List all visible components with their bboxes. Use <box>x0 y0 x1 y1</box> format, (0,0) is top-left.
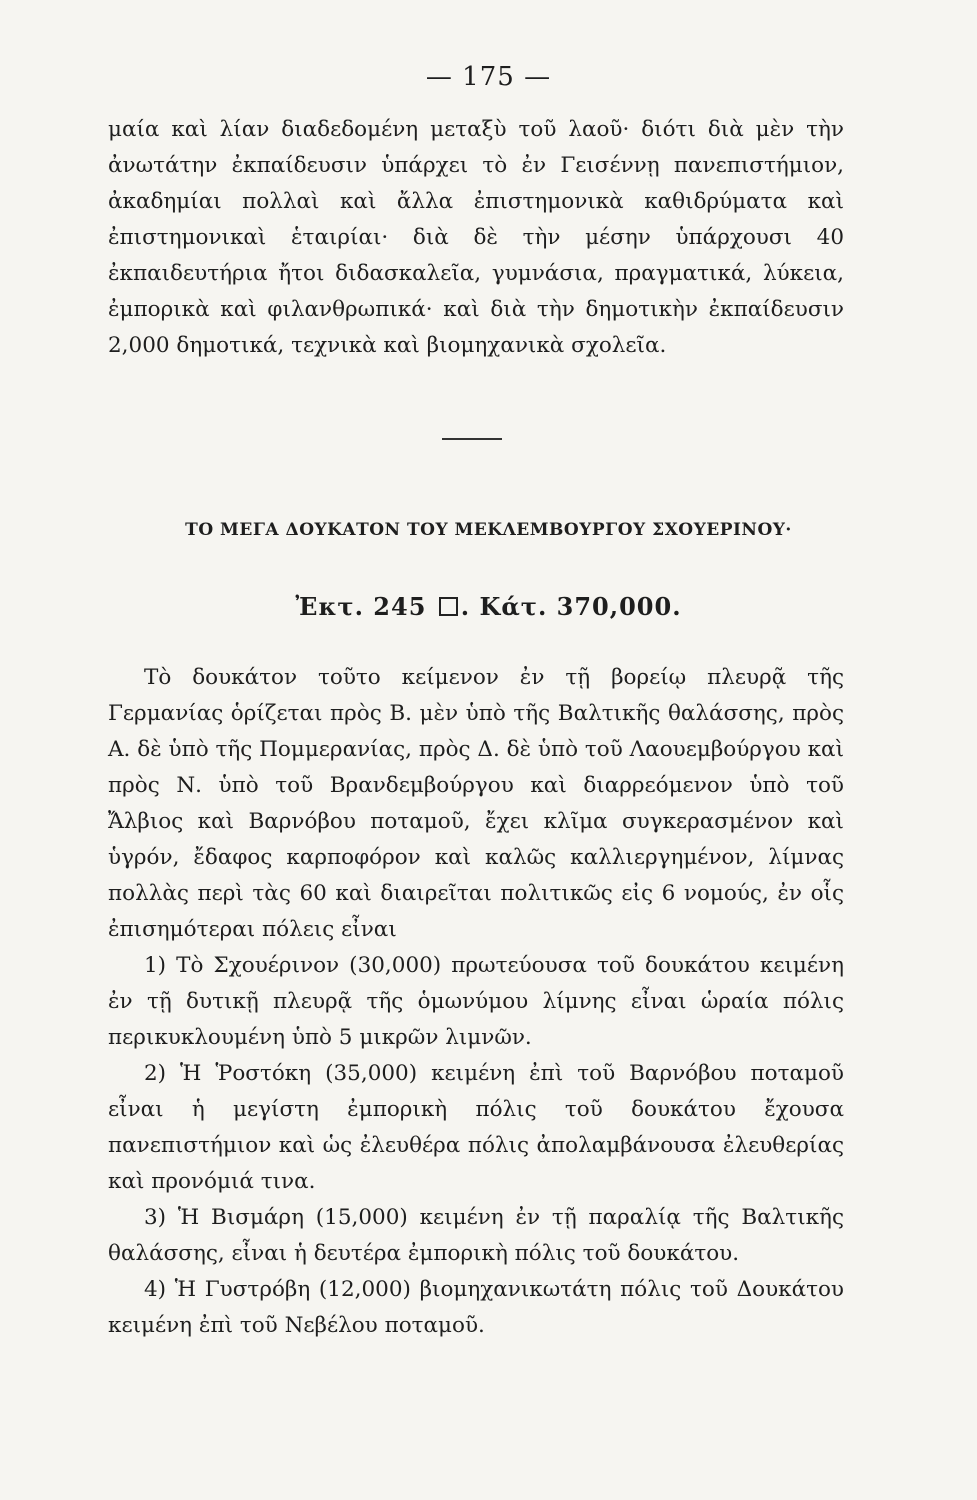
square-symbol-icon <box>439 597 458 616</box>
list-item: 2) Ἡ Ῥοστόκη (35,000) κειμένη ἐπὶ τοῦ Βαρνόβου ποταμοῦ εἶναι ἡ μεγίστη ἐμπορικὴ πόλις τοῦ δουκάτου ἔχουσα πανεπιστήμιον καὶ ὡς ἐλευθέρα πόλις ἀπολαμβάνουσα ἐλευθερίας καὶ προνόμιά τινα. <box>108 1061 844 1194</box>
list-item: 3) Ἡ Βισμάρη (15,000) κειμένη ἐν τῇ παραλίᾳ τῆς Βαλτικῆς θαλάσσης, εἶναι ἡ δευτέρα ἐμπορικὴ πόλις τοῦ δουκάτου. <box>108 1205 844 1266</box>
list-item: 1) Τὸ Σχουέρινον (30,000) πρωτεύουσα τοῦ δουκάτου κειμένη ἐν τῇ δυτικῇ πλευρᾷ τῆς ὁμωνύμου λίμνης εἶναι ὡραία πόλις περικυκλουμένη ὑπὸ 5 μικρῶν λιμνῶν. <box>108 953 844 1050</box>
stats-line <box>0 592 977 621</box>
description-paragraph: Τὸ δουκάτον τοῦτο κείμενον ἐν τῇ βορείῳ πλευρᾷ τῆς Γερμανίας ὁρίζεται πρὸς Β. μὲν ὑπὸ τῆς Βαλτικῆς θαλάσσης, πρὸς Α. δὲ ὑπὸ τῆς Πομμερανίας, πρὸς Δ. δὲ ὑπὸ τοῦ Λαουεμβούργου καὶ πρὸς Ν. ὑπὸ τοῦ Βρανδεμβούργου καὶ διαρρεόμενον ὑπὸ τοῦ Ἄλβιος καὶ Βαρνόβου ποταμοῦ, ἔχει κλῖμα συγκερασμένον καὶ ὑγρόν, ἔδαφος καρποφόρον καὶ καλῶς καλλιεργημένον, λίμνας πολλὰς περὶ τὰς 60 καὶ διαιρεῖται πολιτικῶς εἰς 6 νομούς, ἐν οἷς ἐπισημότεραι πόλεις εἶναι <box>108 665 844 942</box>
stats-area: Ἐκτ. 245 <box>295 592 427 621</box>
section-title: ΤΟ ΜΕΓΑ ΔΟΥΚΑΤΟΝ ΤΟΥ ΜΕΚΛΕΜΒΟΥΡΓΟΥ ΣΧΟΥΕΡΙΝΟΥ· <box>185 520 792 540</box>
stats-population: . Κάτ. 370,000. <box>460 592 682 621</box>
list-item: 4) Ἡ Γυστρόβη (12,000) βιομηχανικωτάτη πόλις τοῦ Δουκάτου κειμένη ἐπὶ τοῦ Νεβέλου ποταμοῦ. <box>108 1277 844 1338</box>
intro-paragraph-block <box>108 112 844 364</box>
section-divider <box>442 438 502 440</box>
intro-paragraph: μαία καὶ λίαν διαδεδομένη μεταξὺ τοῦ λαοῦ· διότι διὰ μὲν τὴν ἀνωτάτην ἐκπαίδευσιν ὑπάρχει τὸ ἐν Γεισέννῃ πανεπιστήμιον, ἀκαδημίαι πολλαὶ καὶ ἄλλα ἐπιστημονικὰ καθιδρύματα καὶ ἐπιστημονικαὶ ἑταιρίαι· διὰ δὲ τὴν μέσην ὑπάρχουσι 40 ἐκπαιδευτήρια ἤτοι διδασκαλεῖα, γυμνάσια, πραγματικά, λύκεια, ἐμπορικὰ καὶ φιλανθρωπικά· καὶ διὰ τὴν δημοτικὴν ἐκπαίδευσιν 2,000 δημοτικά, τεχνικὰ καὶ βιομηχανικὰ σχολεῖα. <box>108 117 844 358</box>
page-number: — 175 — <box>425 62 552 92</box>
body-text-block <box>108 660 844 1344</box>
